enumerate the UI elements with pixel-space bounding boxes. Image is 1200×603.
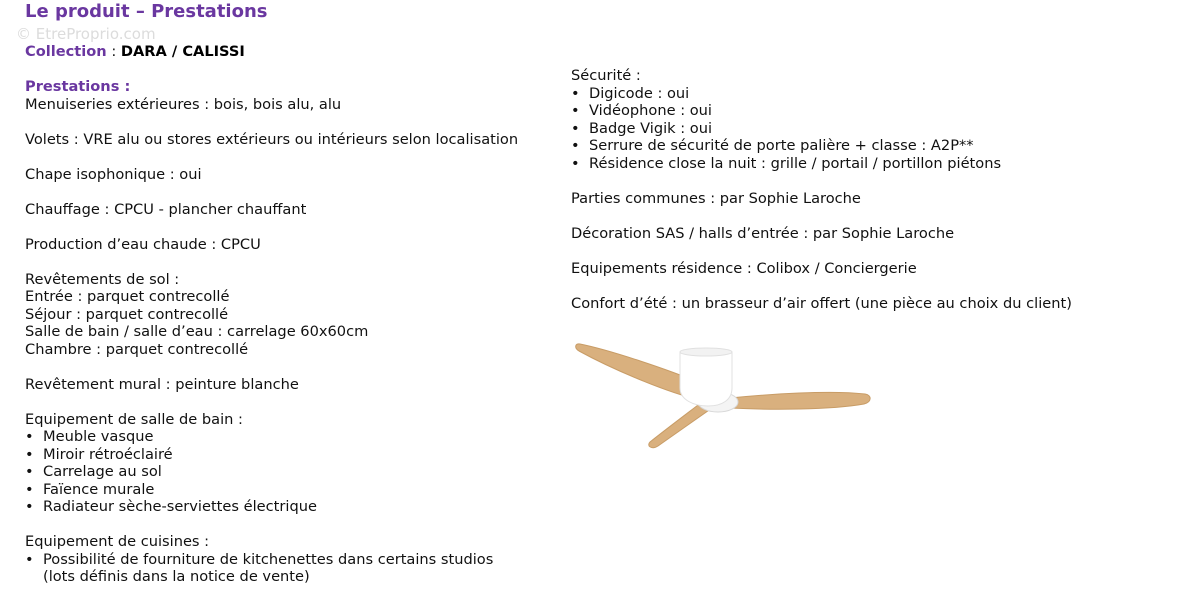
list-item: • Radiateur sèche-serviettes électrique — [25, 498, 518, 516]
collection-label: Collection — [25, 43, 107, 60]
sdb-list — [25, 428, 518, 516]
menuiseries-line: Menuiseries extérieures : bois, bois alu, alu — [25, 95, 342, 113]
revetement-sol-item: Séjour : parquet contrecollé — [25, 305, 229, 323]
parties-communes-line: Parties communes : par Sophie Laroche — [571, 189, 861, 207]
revetement-sol-item: Salle de bain / salle d’eau : carrelage 60x60cm — [25, 323, 369, 340]
volets-line: Volets : VRE alu ou stores extérieurs ou intérieurs selon localisation — [25, 130, 519, 148]
list-item: • Meuble vasque — [25, 428, 518, 446]
collection-separator: : — [106, 43, 121, 60]
chape-line: Chape isophonique : oui — [25, 165, 202, 183]
list-item: • Miroir rétroéclairé — [25, 446, 518, 464]
collection-value: DARA / CALISSI — [120, 43, 245, 60]
list-item: • Vidéophone : oui — [571, 102, 1072, 120]
fan-blade-right — [730, 392, 870, 409]
decoration-line: Décoration SAS / halls d’entrée : par Sophie Laroche — [571, 224, 955, 242]
cuisine-list — [25, 551, 518, 586]
list-item: • Serrure de sécurité de porte palière + classe : A2P** — [571, 137, 1072, 155]
revetements-sol-title: Revêtements de sol : — [25, 270, 180, 288]
sdb-title: Equipement de salle de bain : — [25, 410, 243, 428]
list-item: • Résidence close la nuit : grille / portail / portillon piétons — [571, 155, 1072, 173]
securite-list — [571, 85, 1072, 173]
list-item: • Digicode : oui — [571, 85, 1072, 103]
list-item: • Carrelage au sol — [25, 463, 518, 481]
right-column — [571, 67, 1072, 312]
cuisine-title: Equipement de cuisines : — [25, 533, 210, 550]
watermark: © EtreProprio.com — [16, 25, 156, 43]
revetement-sol-item: Chambre : parquet contrecollé — [25, 340, 249, 358]
fan-canopy-top — [680, 348, 732, 356]
list-item: • Faïence murale — [25, 481, 518, 499]
list-item: • Badge Vigik : oui — [571, 120, 1072, 138]
revetement-sol-item: Entrée : parquet contrecollé — [25, 288, 230, 305]
page-title: Le produit – Prestations — [25, 1, 268, 22]
list-item: • Possibilité de fourniture de kitchenettes dans certains studios (lots définis dans la notice de vente) — [25, 551, 503, 586]
prestations-label: Prestations : — [25, 78, 131, 95]
left-column — [25, 43, 518, 586]
chauffage-line: Chauffage : CPCU - plancher chauffant — [25, 200, 307, 218]
securite-title: Sécurité : — [571, 67, 641, 84]
collection-line — [25, 43, 518, 61]
confort-line: Confort d’été : un brasseur d’air offert (une pièce au choix du client) — [571, 294, 1072, 312]
revetement-mural-line: Revêtement mural : peinture blanche — [25, 375, 299, 393]
equipements-residence-line: Equipements résidence : Colibox / Conciergerie — [571, 259, 917, 277]
eau-chaude-line: Production d’eau chaude : CPCU — [25, 235, 261, 253]
ceiling-fan-icon — [570, 330, 880, 460]
fan-canopy — [680, 352, 732, 406]
